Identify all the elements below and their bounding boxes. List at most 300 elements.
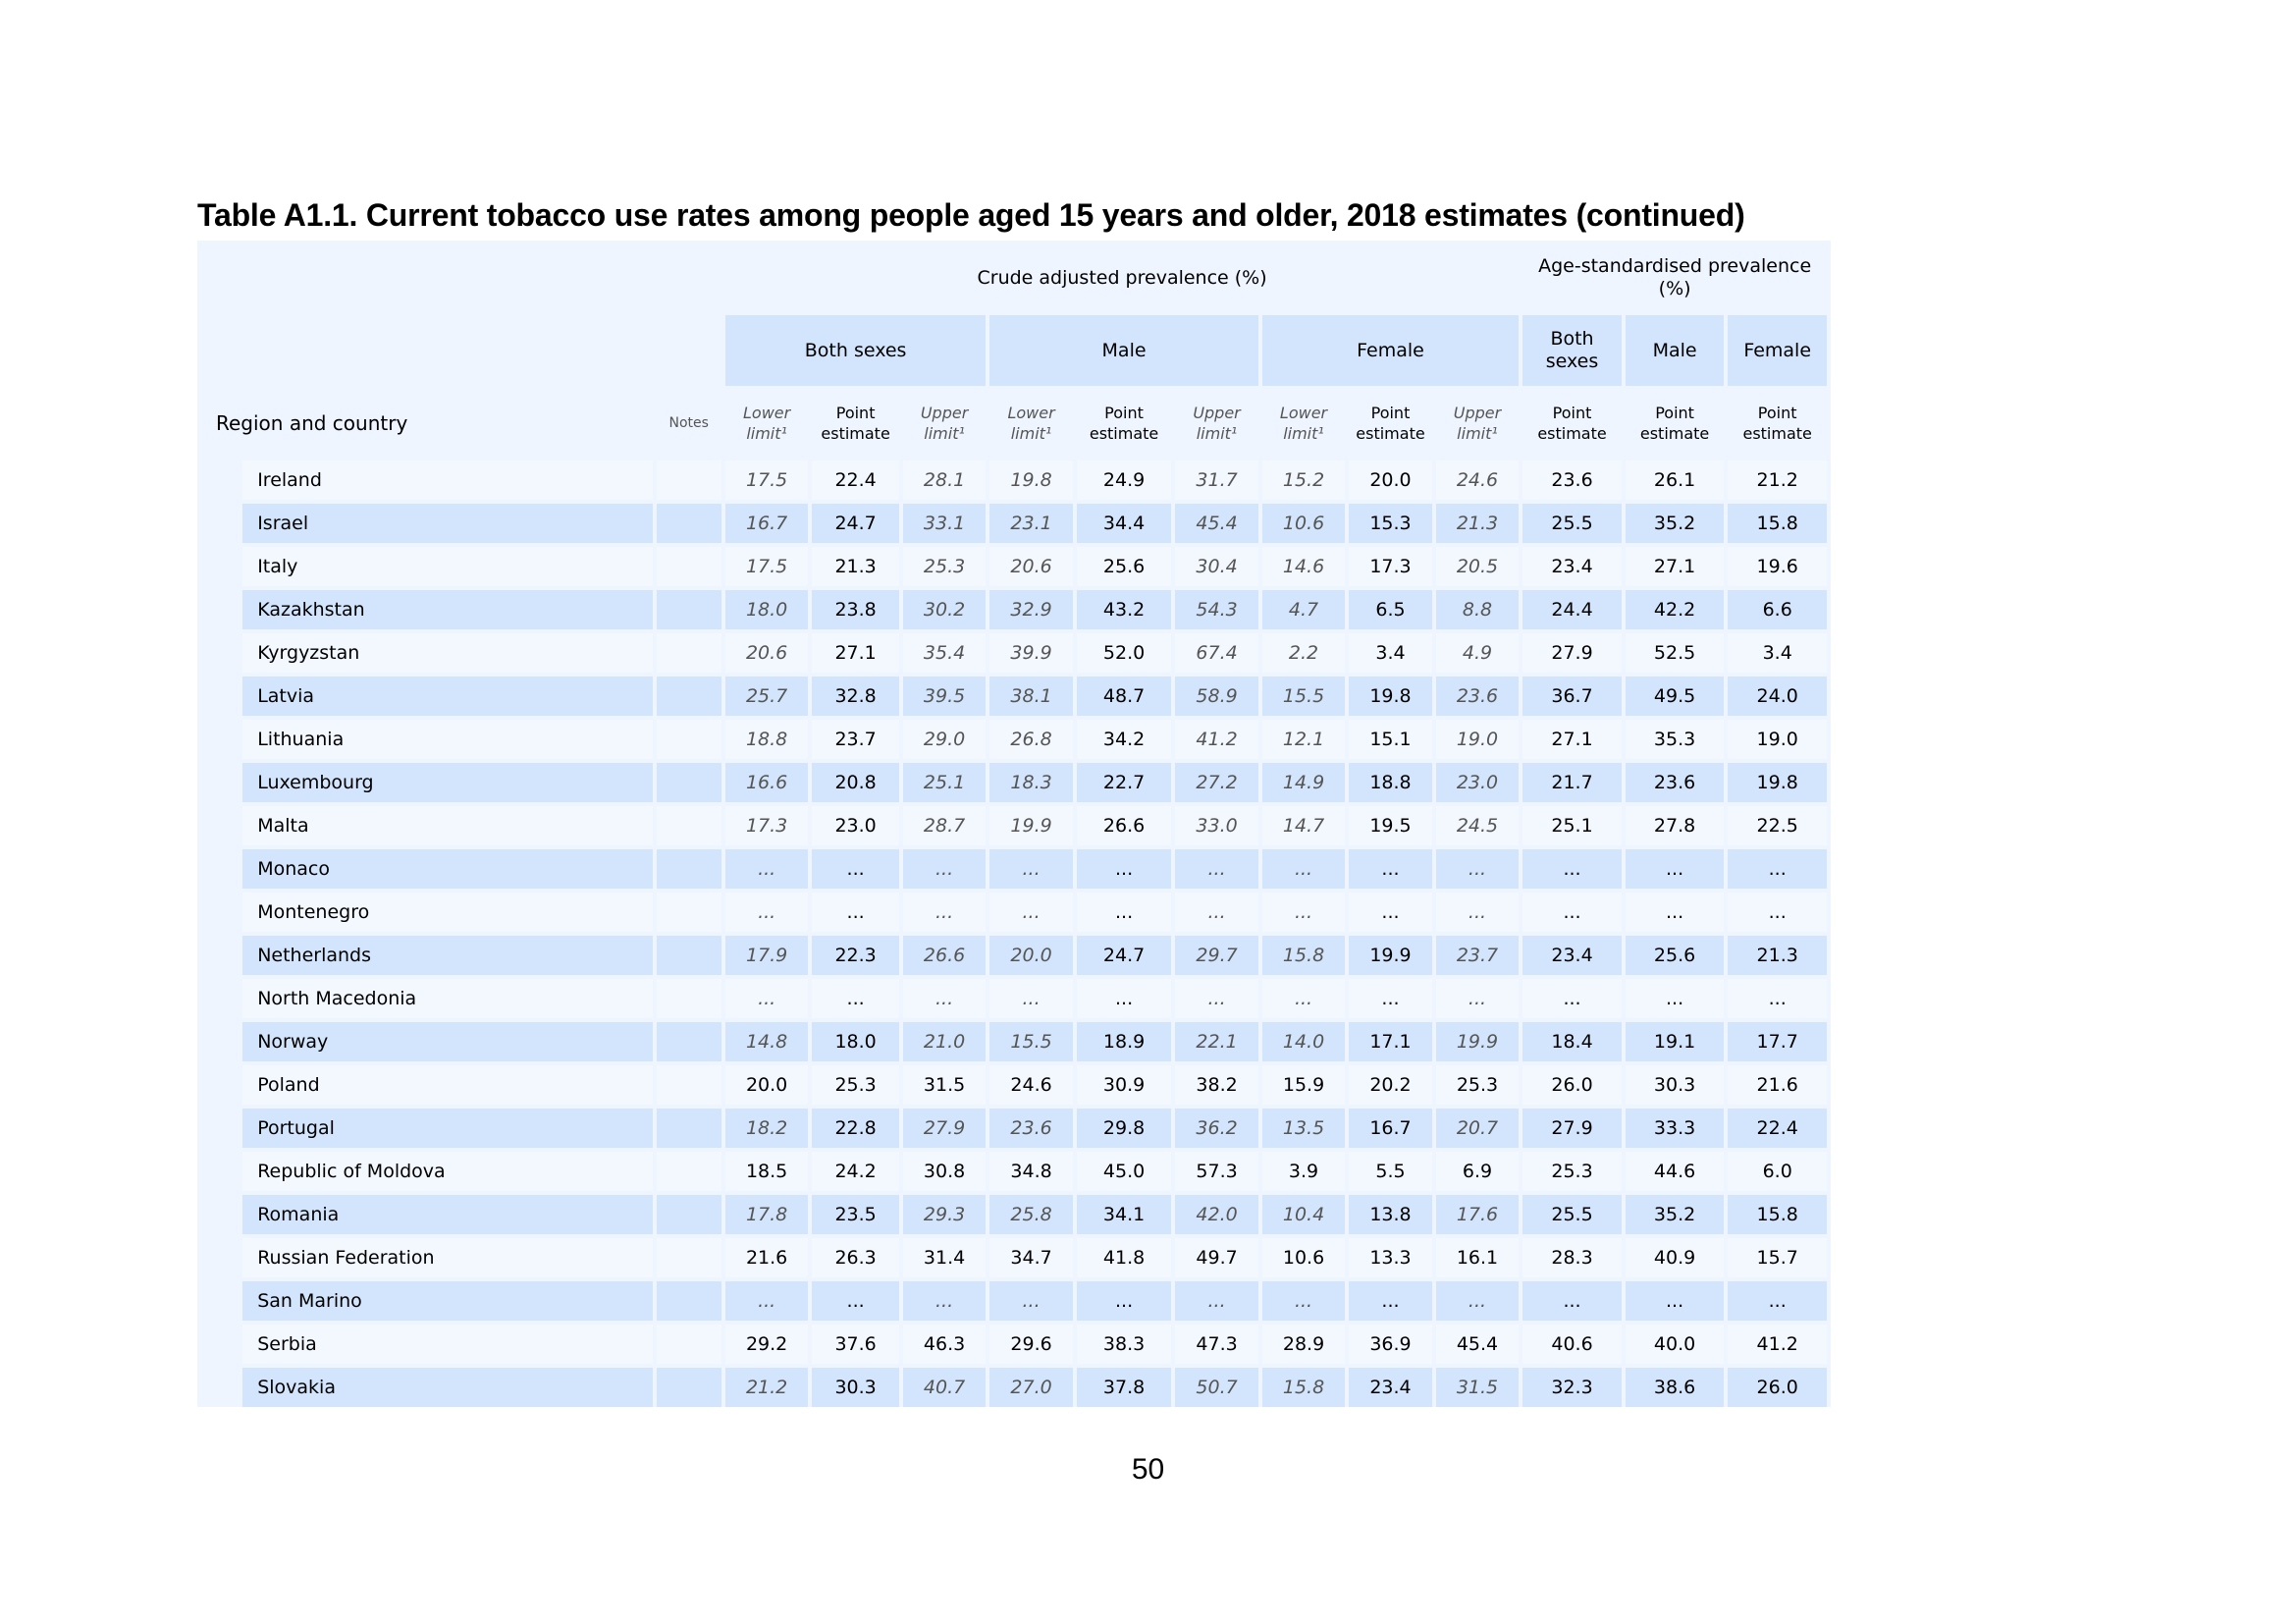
- table-row: [201, 936, 1827, 975]
- row-indent: [201, 633, 239, 673]
- value-cell: 20.2: [1349, 1065, 1431, 1105]
- value-cell: 24.7: [1077, 936, 1172, 975]
- country-name: Latvia: [242, 677, 652, 716]
- value-cell: 5.5: [1349, 1152, 1431, 1191]
- value-cell: 22.7: [1077, 763, 1172, 802]
- value-cell: 28.1: [903, 460, 986, 500]
- row-indent: [201, 1152, 239, 1191]
- value-cell: 6.0: [1728, 1152, 1827, 1191]
- notes-cell: [657, 763, 721, 802]
- value-cell: 13.3: [1349, 1238, 1431, 1277]
- value-cell: ...: [903, 979, 986, 1018]
- value-cell: 15.1: [1349, 720, 1431, 759]
- value-cell: 15.5: [1262, 677, 1345, 716]
- table-row: [201, 1195, 1827, 1234]
- value-cell: 6.6: [1728, 590, 1827, 629]
- value-cell: 23.1: [989, 504, 1072, 543]
- value-cell: 38.2: [1175, 1065, 1257, 1105]
- value-cell: 17.6: [1436, 1195, 1520, 1234]
- value-cell: ...: [1349, 1281, 1431, 1321]
- value-cell: 43.2: [1077, 590, 1172, 629]
- value-cell: 24.2: [812, 1152, 898, 1191]
- value-cell: 22.4: [1728, 1109, 1827, 1148]
- table-row: [201, 979, 1827, 1018]
- value-cell: 19.6: [1728, 547, 1827, 586]
- value-cell: 17.5: [725, 547, 808, 586]
- row-indent: [201, 590, 239, 629]
- header-age-standardised: Age-standardised prevalence (%): [1522, 244, 1827, 311]
- value-cell: 19.0: [1436, 720, 1520, 759]
- notes-cell: [657, 1022, 721, 1061]
- country-name: Malta: [242, 806, 652, 845]
- value-cell: 25.7: [725, 677, 808, 716]
- value-cell: 54.3: [1175, 590, 1257, 629]
- notes-cell: [657, 1109, 721, 1148]
- value-cell: 24.9: [1077, 460, 1172, 500]
- header-both-sexes: Both sexes: [725, 315, 986, 386]
- value-cell: 47.3: [1175, 1325, 1257, 1364]
- value-cell: 41.8: [1077, 1238, 1172, 1277]
- value-cell: 32.8: [812, 677, 898, 716]
- value-cell: 36.2: [1175, 1109, 1257, 1148]
- country-name: San Marino: [242, 1281, 652, 1321]
- notes-cell: [657, 1065, 721, 1105]
- value-cell: 26.1: [1626, 460, 1725, 500]
- value-cell: 20.6: [725, 633, 808, 673]
- row-indent: [201, 460, 239, 500]
- value-cell: 21.3: [812, 547, 898, 586]
- value-cell: 27.2: [1175, 763, 1257, 802]
- notes-cell: [657, 1281, 721, 1321]
- value-cell: 18.5: [725, 1152, 808, 1191]
- country-name: Portugal: [242, 1109, 652, 1148]
- value-cell: 35.2: [1626, 504, 1725, 543]
- table-row: [201, 763, 1827, 802]
- value-cell: ...: [1436, 1281, 1520, 1321]
- value-cell: ...: [903, 893, 986, 932]
- value-cell: 22.5: [1728, 806, 1827, 845]
- value-cell: 8.8: [1436, 590, 1520, 629]
- value-cell: ...: [1077, 849, 1172, 889]
- value-cell: 20.0: [1349, 460, 1431, 500]
- value-cell: 23.5: [812, 1195, 898, 1234]
- notes-cell: [657, 1152, 721, 1191]
- value-cell: 27.1: [1522, 720, 1622, 759]
- value-cell: 17.7: [1728, 1022, 1827, 1061]
- value-cell: 50.7: [1175, 1368, 1257, 1407]
- value-cell: ...: [812, 849, 898, 889]
- value-cell: 26.6: [1077, 806, 1172, 845]
- header-point-estimate: Point estimate: [1349, 390, 1431, 457]
- value-cell: 20.8: [812, 763, 898, 802]
- value-cell: ...: [903, 1281, 986, 1321]
- value-cell: 40.7: [903, 1368, 986, 1407]
- value-cell: 31.5: [903, 1065, 986, 1105]
- value-cell: 21.3: [1436, 504, 1520, 543]
- value-cell: ...: [989, 1281, 1072, 1321]
- value-cell: ...: [1077, 1281, 1172, 1321]
- row-indent: [201, 1109, 239, 1148]
- value-cell: 26.8: [989, 720, 1072, 759]
- value-cell: ...: [1349, 849, 1431, 889]
- value-cell: 21.7: [1522, 763, 1622, 802]
- value-cell: 23.6: [1626, 763, 1725, 802]
- value-cell: 29.6: [989, 1325, 1072, 1364]
- table-row: [201, 893, 1827, 932]
- notes-cell: [657, 633, 721, 673]
- value-cell: 17.8: [725, 1195, 808, 1234]
- value-cell: ...: [1175, 979, 1257, 1018]
- header-notes: Notes: [657, 390, 721, 457]
- header-lower-limit: Lower limit¹: [1262, 390, 1345, 457]
- value-cell: 41.2: [1728, 1325, 1827, 1364]
- value-cell: 25.8: [989, 1195, 1072, 1234]
- value-cell: 19.1: [1626, 1022, 1725, 1061]
- value-cell: 35.4: [903, 633, 986, 673]
- header-point-estimate: Point estimate: [1077, 390, 1172, 457]
- value-cell: 19.9: [1436, 1022, 1520, 1061]
- country-name: Republic of Moldova: [242, 1152, 652, 1191]
- header-blank: [201, 315, 721, 386]
- value-cell: 2.2: [1262, 633, 1345, 673]
- notes-cell: [657, 1195, 721, 1234]
- notes-cell: [657, 849, 721, 889]
- value-cell: 45.0: [1077, 1152, 1172, 1191]
- value-cell: ...: [1175, 1281, 1257, 1321]
- value-cell: 21.2: [725, 1368, 808, 1407]
- value-cell: 42.0: [1175, 1195, 1257, 1234]
- value-cell: 27.9: [1522, 1109, 1622, 1148]
- value-cell: 17.3: [725, 806, 808, 845]
- value-cell: 16.1: [1436, 1238, 1520, 1277]
- country-name: Serbia: [242, 1325, 652, 1364]
- table-row: [201, 547, 1827, 586]
- row-indent: [201, 547, 239, 586]
- value-cell: 20.0: [989, 936, 1072, 975]
- value-cell: 19.8: [1349, 677, 1431, 716]
- value-cell: 34.4: [1077, 504, 1172, 543]
- value-cell: 3.4: [1728, 633, 1827, 673]
- value-cell: 18.0: [812, 1022, 898, 1061]
- value-cell: 48.7: [1077, 677, 1172, 716]
- value-cell: 17.1: [1349, 1022, 1431, 1061]
- row-indent: [201, 1368, 239, 1407]
- value-cell: 22.3: [812, 936, 898, 975]
- table-body: [201, 460, 1827, 1407]
- value-cell: 24.5: [1436, 806, 1520, 845]
- country-name: Montenegro: [242, 893, 652, 932]
- row-indent: [201, 504, 239, 543]
- value-cell: 13.5: [1262, 1109, 1345, 1148]
- value-cell: ...: [989, 979, 1072, 1018]
- value-cell: 21.3: [1728, 936, 1827, 975]
- country-name: Italy: [242, 547, 652, 586]
- value-cell: 52.5: [1626, 633, 1725, 673]
- value-cell: 24.0: [1728, 677, 1827, 716]
- header-age-std-male: Male: [1626, 315, 1725, 386]
- row-indent: [201, 936, 239, 975]
- value-cell: ...: [725, 849, 808, 889]
- value-cell: 15.2: [1262, 460, 1345, 500]
- country-name: Romania: [242, 1195, 652, 1234]
- value-cell: 25.6: [1626, 936, 1725, 975]
- value-cell: 33.1: [903, 504, 986, 543]
- row-indent: [201, 677, 239, 716]
- value-cell: 10.6: [1262, 1238, 1345, 1277]
- value-cell: 24.4: [1522, 590, 1622, 629]
- value-cell: 19.0: [1728, 720, 1827, 759]
- value-cell: 39.9: [989, 633, 1072, 673]
- row-indent: [201, 893, 239, 932]
- value-cell: 10.4: [1262, 1195, 1345, 1234]
- value-cell: 40.9: [1626, 1238, 1725, 1277]
- value-cell: 27.0: [989, 1368, 1072, 1407]
- value-cell: ...: [1436, 849, 1520, 889]
- table-row: [201, 504, 1827, 543]
- header-region-and-country: Region and country: [201, 390, 653, 457]
- value-cell: 22.4: [812, 460, 898, 500]
- notes-cell: [657, 806, 721, 845]
- value-cell: 23.6: [989, 1109, 1072, 1148]
- value-cell: 31.5: [1436, 1368, 1520, 1407]
- value-cell: ...: [812, 893, 898, 932]
- value-cell: 14.9: [1262, 763, 1345, 802]
- value-cell: ...: [1626, 893, 1725, 932]
- value-cell: 25.5: [1522, 504, 1622, 543]
- value-cell: 19.8: [989, 460, 1072, 500]
- value-cell: 28.9: [1262, 1325, 1345, 1364]
- table-row: [201, 806, 1827, 845]
- value-cell: 25.6: [1077, 547, 1172, 586]
- value-cell: 49.5: [1626, 677, 1725, 716]
- value-cell: 27.9: [903, 1109, 986, 1148]
- value-cell: 15.9: [1262, 1065, 1345, 1105]
- value-cell: 31.4: [903, 1238, 986, 1277]
- table-row: [201, 1325, 1827, 1364]
- value-cell: ...: [1175, 893, 1257, 932]
- value-cell: 33.3: [1626, 1109, 1725, 1148]
- value-cell: 26.3: [812, 1238, 898, 1277]
- header-female: Female: [1262, 315, 1519, 386]
- header-upper-limit: Upper limit¹: [1175, 390, 1257, 457]
- value-cell: 27.1: [812, 633, 898, 673]
- notes-cell: [657, 979, 721, 1018]
- row-indent: [201, 1325, 239, 1364]
- value-cell: 37.6: [812, 1325, 898, 1364]
- row-indent: [201, 806, 239, 845]
- value-cell: 30.4: [1175, 547, 1257, 586]
- value-cell: ...: [1262, 849, 1345, 889]
- value-cell: 15.8: [1728, 1195, 1827, 1234]
- value-cell: 67.4: [1175, 633, 1257, 673]
- value-cell: 23.6: [1522, 460, 1622, 500]
- value-cell: ...: [1728, 849, 1827, 889]
- value-cell: ...: [725, 893, 808, 932]
- value-cell: ...: [1077, 979, 1172, 1018]
- header-point-estimate: Point estimate: [1626, 390, 1725, 457]
- value-cell: 38.3: [1077, 1325, 1172, 1364]
- value-cell: 14.0: [1262, 1022, 1345, 1061]
- value-cell: 28.7: [903, 806, 986, 845]
- value-cell: 25.3: [1522, 1152, 1622, 1191]
- notes-cell: [657, 677, 721, 716]
- table-row: [201, 460, 1827, 500]
- value-cell: 23.0: [1436, 763, 1520, 802]
- value-cell: ...: [1262, 979, 1345, 1018]
- value-cell: ...: [1436, 893, 1520, 932]
- value-cell: 21.0: [903, 1022, 986, 1061]
- value-cell: ...: [812, 979, 898, 1018]
- value-cell: 45.4: [1436, 1325, 1520, 1364]
- row-indent: [201, 1022, 239, 1061]
- value-cell: 12.1: [1262, 720, 1345, 759]
- value-cell: 32.9: [989, 590, 1072, 629]
- value-cell: ...: [1262, 893, 1345, 932]
- header-point-estimate: Point estimate: [1522, 390, 1622, 457]
- notes-cell: [657, 1368, 721, 1407]
- value-cell: 15.5: [989, 1022, 1072, 1061]
- header-point-estimate: Point estimate: [1728, 390, 1827, 457]
- value-cell: 38.1: [989, 677, 1072, 716]
- value-cell: 20.5: [1436, 547, 1520, 586]
- notes-cell: [657, 547, 721, 586]
- value-cell: 15.3: [1349, 504, 1431, 543]
- value-cell: 18.0: [725, 590, 808, 629]
- country-name: Ireland: [242, 460, 652, 500]
- table-row: [201, 1152, 1827, 1191]
- country-name: Kyrgyzstan: [242, 633, 652, 673]
- value-cell: 19.8: [1728, 763, 1827, 802]
- row-indent: [201, 720, 239, 759]
- value-cell: 15.8: [1728, 504, 1827, 543]
- value-cell: 14.6: [1262, 547, 1345, 586]
- notes-cell: [657, 720, 721, 759]
- table-row: [201, 590, 1827, 629]
- value-cell: 25.3: [1436, 1065, 1520, 1105]
- table-row: [201, 1368, 1827, 1407]
- row-indent: [201, 1281, 239, 1321]
- value-cell: 17.5: [725, 460, 808, 500]
- value-cell: 21.6: [725, 1238, 808, 1277]
- value-cell: 16.7: [1349, 1109, 1431, 1148]
- value-cell: 4.9: [1436, 633, 1520, 673]
- row-indent: [201, 1238, 239, 1277]
- table-row: [201, 849, 1827, 889]
- value-cell: 24.7: [812, 504, 898, 543]
- country-name: Luxembourg: [242, 763, 652, 802]
- value-cell: 39.5: [903, 677, 986, 716]
- value-cell: 23.7: [1436, 936, 1520, 975]
- value-cell: 22.1: [1175, 1022, 1257, 1061]
- value-cell: 41.2: [1175, 720, 1257, 759]
- value-cell: ...: [989, 849, 1072, 889]
- country-name: Israel: [242, 504, 652, 543]
- value-cell: 29.8: [1077, 1109, 1172, 1148]
- value-cell: 27.9: [1522, 633, 1622, 673]
- value-cell: 14.7: [1262, 806, 1345, 845]
- row-indent: [201, 849, 239, 889]
- value-cell: 23.4: [1522, 547, 1622, 586]
- value-cell: 14.8: [725, 1022, 808, 1061]
- value-cell: 29.2: [725, 1325, 808, 1364]
- value-cell: 44.6: [1626, 1152, 1725, 1191]
- tobacco-use-table: [197, 241, 1831, 1411]
- value-cell: 25.5: [1522, 1195, 1622, 1234]
- country-name: Kazakhstan: [242, 590, 652, 629]
- notes-cell: [657, 1325, 721, 1364]
- value-cell: 3.9: [1262, 1152, 1345, 1191]
- table-row: [201, 677, 1827, 716]
- header-upper-limit: Upper limit¹: [1436, 390, 1520, 457]
- value-cell: 4.7: [1262, 590, 1345, 629]
- row-indent: [201, 1065, 239, 1105]
- value-cell: 23.4: [1522, 936, 1622, 975]
- value-cell: 25.1: [1522, 806, 1622, 845]
- value-cell: 36.7: [1522, 677, 1622, 716]
- value-cell: 40.0: [1626, 1325, 1725, 1364]
- notes-cell: [657, 1238, 721, 1277]
- value-cell: ...: [1626, 1281, 1725, 1321]
- value-cell: 6.9: [1436, 1152, 1520, 1191]
- value-cell: ...: [1522, 979, 1622, 1018]
- value-cell: 29.0: [903, 720, 986, 759]
- value-cell: ...: [725, 979, 808, 1018]
- value-cell: 24.6: [989, 1065, 1072, 1105]
- value-cell: 25.1: [903, 763, 986, 802]
- value-cell: 32.3: [1522, 1368, 1622, 1407]
- value-cell: 6.5: [1349, 590, 1431, 629]
- country-name: Monaco: [242, 849, 652, 889]
- page-number: 50: [1131, 1453, 1165, 1486]
- row-indent: [201, 1195, 239, 1234]
- value-cell: ...: [989, 893, 1072, 932]
- country-name: Norway: [242, 1022, 652, 1061]
- value-cell: 17.3: [1349, 547, 1431, 586]
- table-row: [201, 633, 1827, 673]
- value-cell: 31.7: [1175, 460, 1257, 500]
- value-cell: 30.8: [903, 1152, 986, 1191]
- value-cell: 20.7: [1436, 1109, 1520, 1148]
- value-cell: ...: [1522, 849, 1622, 889]
- value-cell: 19.9: [1349, 936, 1431, 975]
- value-cell: ...: [1522, 893, 1622, 932]
- table-row: [201, 1281, 1827, 1321]
- value-cell: 26.0: [1728, 1368, 1827, 1407]
- header-male: Male: [989, 315, 1257, 386]
- table-row: [201, 1238, 1827, 1277]
- value-cell: 30.3: [812, 1368, 898, 1407]
- value-cell: 30.2: [903, 590, 986, 629]
- value-cell: 3.4: [1349, 633, 1431, 673]
- value-cell: 23.6: [1436, 677, 1520, 716]
- notes-cell: [657, 936, 721, 975]
- value-cell: 18.2: [725, 1109, 808, 1148]
- value-cell: 34.2: [1077, 720, 1172, 759]
- value-cell: 28.3: [1522, 1238, 1622, 1277]
- table-container: [197, 241, 1831, 1407]
- value-cell: 42.2: [1626, 590, 1725, 629]
- value-cell: 34.7: [989, 1238, 1072, 1277]
- header-upper-limit: Upper limit¹: [903, 390, 986, 457]
- value-cell: 34.8: [989, 1152, 1072, 1191]
- value-cell: 46.3: [903, 1325, 986, 1364]
- value-cell: 18.3: [989, 763, 1072, 802]
- value-cell: 19.9: [989, 806, 1072, 845]
- value-cell: ...: [1728, 893, 1827, 932]
- value-cell: 20.6: [989, 547, 1072, 586]
- value-cell: 16.6: [725, 763, 808, 802]
- country-name: Lithuania: [242, 720, 652, 759]
